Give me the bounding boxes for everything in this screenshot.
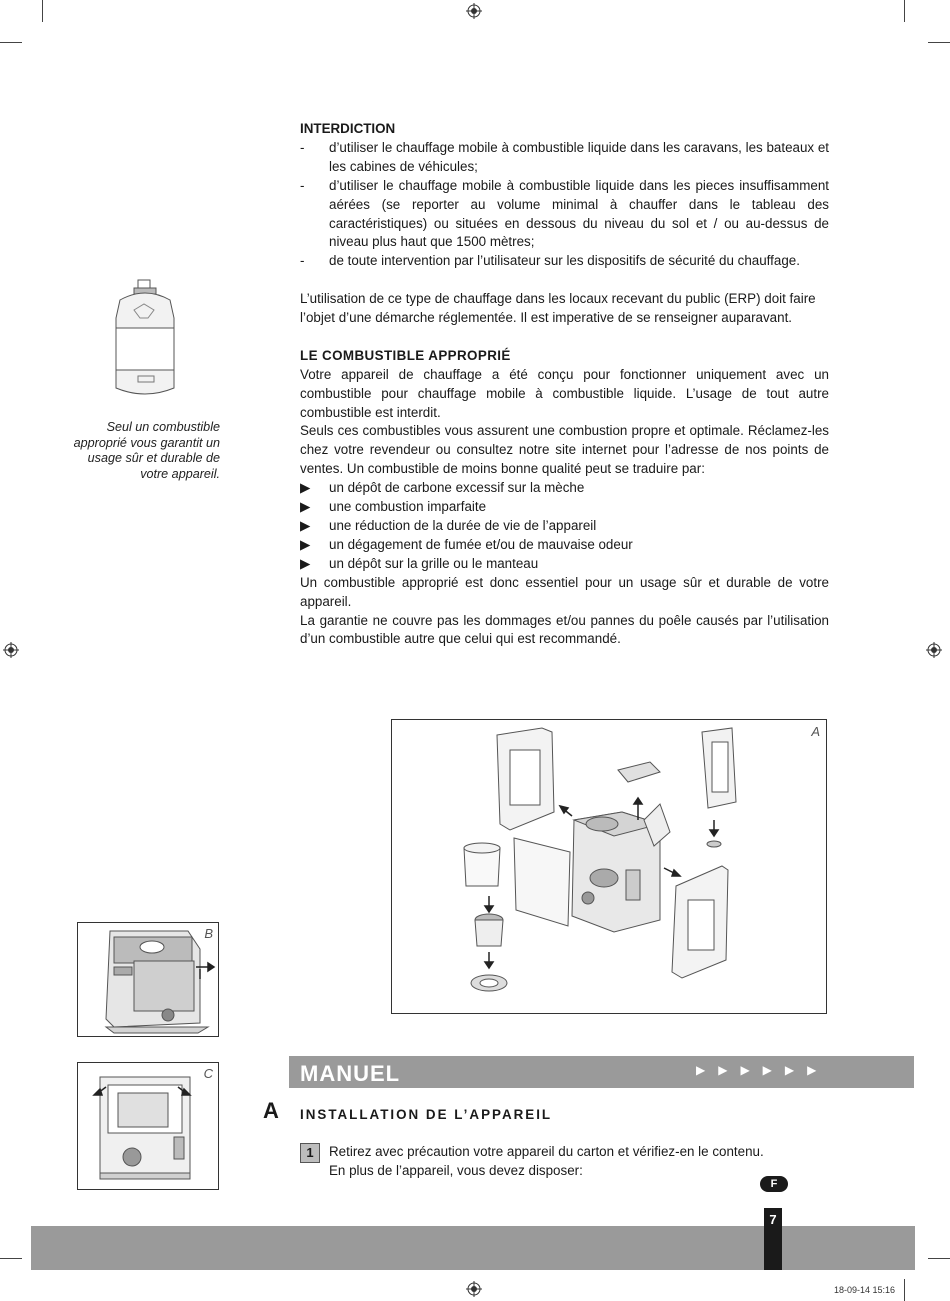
interdiction-heading: INTERDICTION xyxy=(300,121,396,136)
list-item: - d’utiliser le chauffage mobile à combustible liquide dans les pieces insuffisamment aérées (se reporter au volume minimal à chauffer dans le tableau des caractéristiques) ou situées en dessous du niveau du sol et / ou au-dessus de niveau plus haut que 1500 mètres; xyxy=(300,177,829,250)
fuel-caption: Seul un combustible approprié vous garantit un usage sûr et durable de votre appareil. xyxy=(73,420,220,481)
crop-mark xyxy=(42,0,43,22)
erp-paragraph: L’utilisation de ce type de chauffage dans les locaux recevant du public (ERP) doit faire l’objet d’une démarche réglementée. Il est imperative de se renseigner auparavant. xyxy=(300,291,816,326)
fuel-can-icon xyxy=(110,278,180,406)
list-item: - d’utiliser le chauffage mobile à combustible liquide dans les caravans, les bateaux et les cabines de véhicules; xyxy=(300,139,829,174)
heater-tank-diagram xyxy=(78,1063,218,1189)
registration-mark-icon xyxy=(926,642,942,658)
figure-label: C xyxy=(203,1066,213,1081)
main-text-column xyxy=(300,120,829,649)
language-badge: F xyxy=(760,1176,788,1192)
page-number: 7 xyxy=(764,1208,782,1270)
figure-c-tank-access xyxy=(77,1062,219,1190)
crop-mark xyxy=(0,42,22,43)
heater-exploded-diagram xyxy=(392,720,826,1013)
combustible-paragraph: Un combustible approprié est donc essentiel pour un usage sûr et durable de votre appareil. xyxy=(300,574,829,609)
step-line: Retirez avec précaution votre appareil du carton et vérifiez-en le contenu. xyxy=(329,1144,764,1159)
registration-mark-icon xyxy=(3,642,19,658)
crop-mark xyxy=(928,42,950,43)
section-title: INSTALLATION DE L’APPAREIL xyxy=(300,1107,553,1122)
crop-mark xyxy=(904,0,905,22)
combustible-paragraph: Votre appareil de chauffage a été conçu pour fonctionner uniquement avec un combustible pour chauffage mobile à combustible liquide. L’usage de tout autre combustible est interdit. xyxy=(300,366,829,420)
step-number: 1 xyxy=(300,1143,320,1163)
registration-mark-icon xyxy=(466,3,482,19)
combustible-paragraph: Seuls ces combustibles vous assurent une combustion propre et optimale. Réclamez-les chez votre revendeur ou consultez notre site internet pour l’adresse de nos points de ventes. Un combustible de moins bonne qualité peut se traduire par: xyxy=(300,423,829,477)
crop-mark xyxy=(928,1258,950,1259)
heater-grille-diagram xyxy=(78,923,218,1036)
step-line: En plus de l’appareil, vous devez disposer: xyxy=(329,1162,583,1178)
figure-b-grille-removal xyxy=(77,922,219,1037)
bullet-item: ▶ un dépôt de carbone excessif sur la mèche xyxy=(300,480,585,496)
figure-label: A xyxy=(811,724,820,739)
bullet-item: ▶ une combustion imparfaite xyxy=(300,499,487,515)
print-timestamp: 18-09-14 15:16 xyxy=(834,1285,896,1295)
registration-mark-icon xyxy=(466,1281,482,1297)
bullet-item: ▶ un dégagement de fumée et/ou de mauvaise odeur xyxy=(300,536,633,552)
footer-band xyxy=(31,1226,915,1270)
manuel-arrows: ▶▶▶▶▶▶ xyxy=(696,1063,830,1077)
bullet-item: ▶ une réduction de la durée de vie de l’appareil xyxy=(300,518,597,533)
crop-mark xyxy=(0,1258,22,1259)
crop-mark xyxy=(904,1279,905,1301)
figure-a-exploded-view xyxy=(391,719,827,1014)
combustible-heading: LE COMBUSTIBLE APPROPRIÉ xyxy=(300,347,511,363)
section-letter: A xyxy=(263,1098,279,1123)
bullet-item: ▶ un dépôt sur la grille ou le manteau xyxy=(300,555,539,571)
figure-label: B xyxy=(204,926,213,941)
manuel-title: MANUEL xyxy=(300,1061,401,1086)
combustible-paragraph: La garantie ne couvre pas les dommages et/ou pannes du poêle causés par l’utilisation d’un combustible autre que celui qui est recommandé. xyxy=(300,612,829,647)
step-text xyxy=(329,1143,764,1181)
list-item: - de toute intervention par l’utilisateur sur les dispositifs de sécurité du chauffage. xyxy=(300,253,800,269)
